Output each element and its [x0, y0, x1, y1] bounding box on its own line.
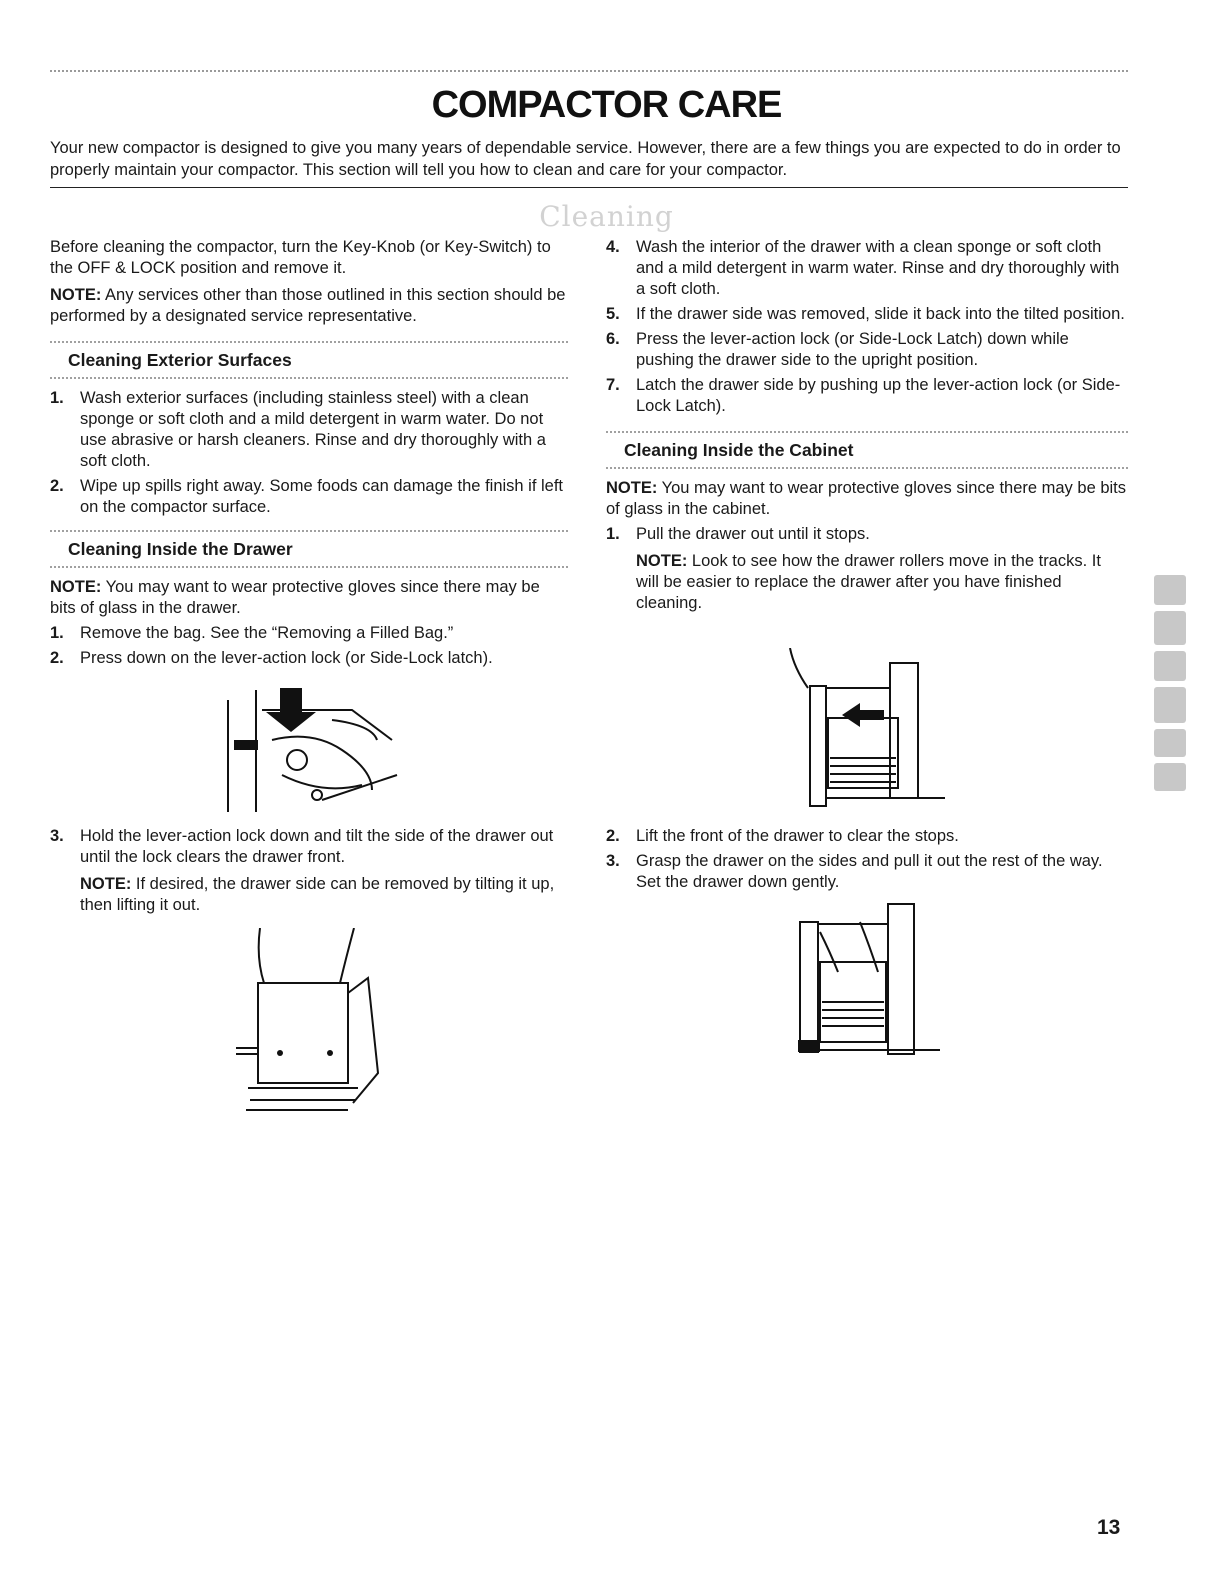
step-number: 5. — [606, 305, 620, 323]
step-number: 2. — [50, 649, 64, 667]
step-number: 3. — [50, 827, 64, 845]
note-text: You may want to wear protective gloves since there may be bits of glass in the drawer. — [50, 578, 540, 617]
note-text: If desired, the drawer side can be removed by tilting it up, then lifting it out. — [80, 875, 555, 914]
step-number: 3. — [606, 852, 620, 870]
exterior-steps — [50, 388, 568, 518]
list-item — [606, 237, 1128, 300]
subhead-cabinet: Cleaning Inside the Cabinet — [624, 440, 854, 460]
side-tab-graphic — [1150, 575, 1190, 795]
list-item — [50, 826, 568, 916]
note-label: NOTE: — [636, 552, 688, 570]
step-number: 1. — [50, 624, 64, 642]
arrow-down-icon — [280, 688, 302, 714]
step-text: Press down on the lever-action lock (or Side-Lock latch). — [80, 649, 493, 667]
pull-drawer-illustration — [780, 648, 950, 808]
step-number: 1. — [606, 525, 620, 543]
note-label: NOTE: — [80, 875, 132, 893]
subhead-drawer: Cleaning Inside the Drawer — [68, 539, 293, 559]
step-text: If the drawer side was removed, slide it back into the tilted position. — [636, 305, 1125, 323]
step-number: 7. — [606, 376, 620, 394]
intro-paragraph: Your new compactor is designed to give you many years of dependable service. However, there are a few things you are expected to do in order to properly maintain your compactor. This section will tell you how to clean and care for your compactor. — [50, 139, 1121, 179]
note-cabinet-gloves — [606, 478, 1128, 520]
arrow-left-icon — [842, 703, 884, 727]
note-label: NOTE: — [50, 578, 102, 596]
intro-rule — [50, 187, 1128, 188]
lever-lock-illustration — [222, 680, 402, 815]
note-rollers — [636, 551, 1128, 614]
step-text: Wipe up spills right away. Some foods can damage the finish if left on the compactor surface. — [80, 477, 564, 516]
divider — [50, 377, 568, 379]
page-title: COMPACTOR CARE — [431, 84, 782, 126]
list-item — [606, 329, 1128, 371]
step-text: Hold the lever-action lock down and tilt the side of the drawer out until the lock clears the drawer front. — [80, 827, 554, 866]
note-label: NOTE: — [50, 286, 102, 304]
divider — [50, 566, 568, 568]
step-number: 6. — [606, 330, 620, 348]
step-text: Wash exterior surfaces (including stainless steel) with a clean sponge or soft cloth and a mild detergent in warm water. Do not use abrasive or harsh cleaners. Rinse and dry thoroughly with a soft cloth. — [80, 389, 546, 470]
drawer-steps — [50, 623, 568, 669]
step-text: Pull the drawer out until it stops. — [636, 525, 870, 543]
list-item — [606, 524, 1128, 614]
note-remove-side — [80, 874, 568, 916]
top-dotted-rule — [50, 70, 1128, 72]
step-text: Grasp the drawer on the sides and pull it out the rest of the way. Set the drawer down gently. — [636, 852, 1103, 891]
list-item — [606, 304, 1128, 325]
note-text: You may want to wear protective gloves since there may be bits of glass in the cabinet. — [606, 479, 1127, 518]
step-text: Lift the front of the drawer to clear the stops. — [636, 827, 959, 845]
list-item — [606, 375, 1128, 417]
right-column-top — [606, 237, 1128, 614]
note-text: Any services other than those outlined in this section should be performed by a designated service representative. — [50, 286, 566, 325]
drawer-steps-continued — [606, 237, 1128, 417]
list-item — [50, 476, 568, 518]
list-item — [50, 623, 568, 644]
divider — [606, 467, 1128, 469]
step-text: Remove the bag. See the “Removing a Filled Bag.” — [80, 624, 454, 642]
list-item — [50, 648, 568, 669]
before-cleaning-text: Before cleaning the compactor, turn the Key-Knob (or Key-Switch) to the OFF & LOCK position and remove it. — [50, 238, 551, 277]
step-number: 2. — [606, 827, 620, 845]
note-drawer-gloves — [50, 577, 568, 619]
left-column-bottom — [50, 826, 568, 916]
step-number: 1. — [50, 389, 64, 407]
list-item — [606, 826, 1128, 847]
step-number: 2. — [50, 477, 64, 495]
step-text: Press the lever-action lock (or Side-Lock Latch) down while pushing the drawer side to the upright position. — [636, 330, 1069, 369]
note-text: Look to see how the drawer rollers move in the tracks. It will be easier to replace the drawer after you have finished cleaning. — [636, 552, 1101, 612]
step-text: Latch the drawer side by pushing up the lever-action lock (or Side-Lock Latch). — [636, 376, 1121, 415]
page-number: 13 — [1097, 1516, 1121, 1539]
tilted-drawer-illustration — [228, 928, 388, 1113]
step-text: Wash the interior of the drawer with a clean sponge or soft cloth and a mild detergent in warm water. Rinse and dry thoroughly with a soft cloth. — [636, 238, 1120, 298]
step-number: 4. — [606, 238, 620, 256]
left-column-top — [50, 237, 568, 669]
note-label: NOTE: — [606, 479, 658, 497]
section-heading: Cleaning — [539, 200, 674, 233]
right-column-bottom — [606, 826, 1128, 893]
note-services — [50, 285, 568, 327]
subhead-exterior: Cleaning Exterior Surfaces — [68, 350, 292, 370]
list-item — [606, 851, 1128, 893]
drawer-removed-illustration — [790, 902, 950, 1062]
list-item — [50, 388, 568, 472]
